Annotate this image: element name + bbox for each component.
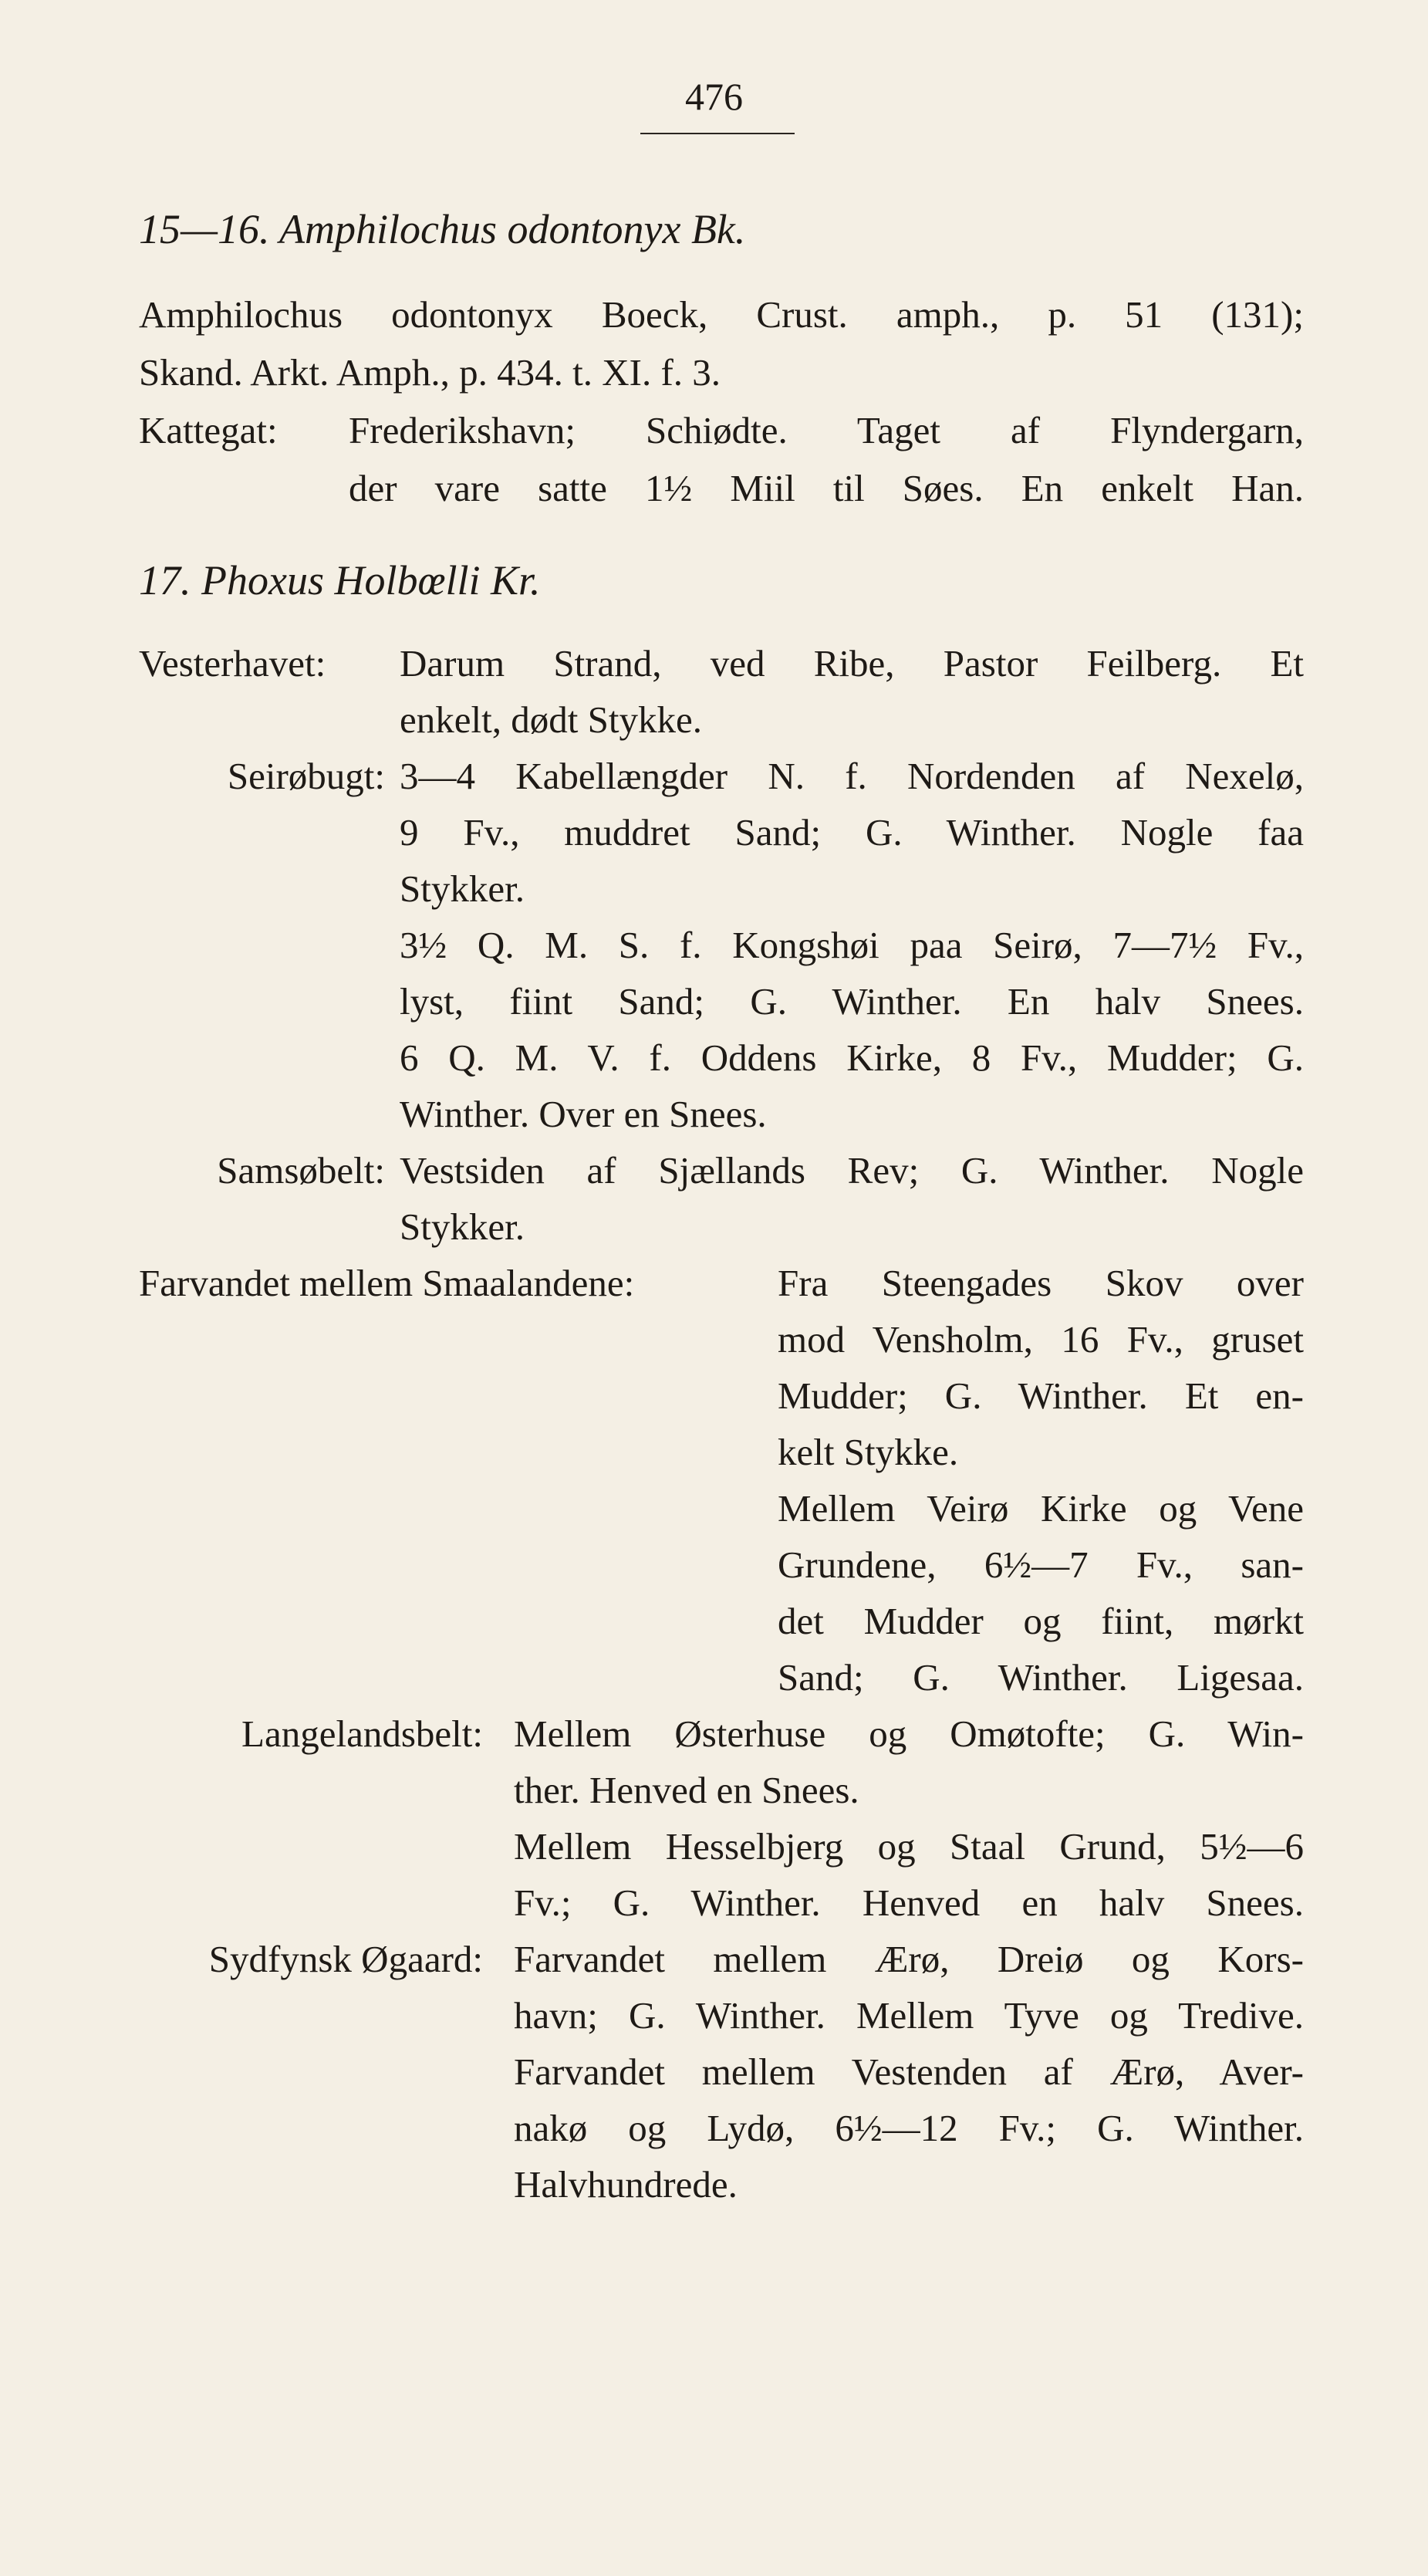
page-number: 476 <box>685 75 743 118</box>
locality-text-line: Mellem Hesselbjerg og Staal Grund, 5½—6 <box>514 1825 1304 1868</box>
locality-text-line: Mudder; G. Winther. Et en- <box>778 1374 1304 1417</box>
locality-label-sydfynsk-ogaard: Sydfynsk Øgaard: <box>208 1938 483 1980</box>
locality-label-smaalandene: Farvandet mellem Smaalandene: <box>139 1262 635 1304</box>
locality-text-line: kelt Stykke. <box>778 1431 959 1473</box>
locality-text-line: Fv.; G. Winther. Henved en halv Snees. <box>514 1881 1304 1924</box>
locality-label-kattegat: Kattegat: <box>139 409 278 451</box>
locality-text-line: Halvhundrede. <box>514 2163 738 2206</box>
locality-text-line: Grundene, 6½—7 Fv., san- <box>778 1543 1304 1586</box>
reference-line: Amphilochus odontonyx Boeck, Crust. amph., p. 51 (131); <box>139 293 1304 336</box>
locality-text-line: 3½ Q. M. S. f. Kongshøi paa Seirø, 7—7½ Fv., <box>400 924 1304 966</box>
locality-text-line: 9 Fv., muddret Sand; G. Winther. Nogle faa <box>400 811 1304 854</box>
locality-text-line: Farvandet mellem Vestenden af Ærø, Aver- <box>514 2050 1304 2093</box>
locality-text-line: ther. Henved en Snees. <box>514 1769 859 1811</box>
locality-text-line: havn; G. Winther. Mellem Tyve og Tredive. <box>514 1994 1304 2037</box>
locality-text-line: Darum Strand, ved Ribe, Pastor Feilberg. Et <box>400 642 1304 685</box>
locality-text-line: Mellem Veirø Kirke og Vene <box>778 1487 1304 1530</box>
locality-label-samsobelt: Samsøbelt: <box>217 1149 385 1192</box>
locality-text-line: Farvandet mellem Ærø, Dreiø og Kors- <box>514 1938 1304 1980</box>
locality-label-vesterhavet: Vesterhavet: <box>139 642 326 685</box>
locality-text-line: Sand; G. Winther. Ligesaa. <box>778 1656 1304 1699</box>
locality-text-line: 3—4 Kabellængder N. f. Nordenden af Nexelø, <box>400 755 1304 797</box>
locality-text-line: mod Vensholm, 16 Fv., gruset <box>778 1318 1304 1361</box>
locality-text-line: Winther. Over en Snees. <box>400 1093 767 1135</box>
locality-text-line: Stykker. <box>400 1205 525 1248</box>
locality-label-seirobugt: Seirøbugt: <box>227 755 385 797</box>
species-heading-amphilochus: 15—16. Amphilochus odontonyx Bk. <box>139 206 746 252</box>
locality-text-line: det Mudder og fiint, mørkt <box>778 1600 1304 1642</box>
species-heading-phoxus: 17. Phoxus Holbœlli Kr. <box>139 557 541 603</box>
locality-text-line: der vare satte 1½ Miil til Søes. En enkelt Han. <box>349 467 1304 509</box>
locality-label-langelandsbelt: Langelandsbelt: <box>241 1712 483 1755</box>
reference-line: Skand. Arkt. Amph., p. 434. t. XI. f. 3. <box>139 351 721 394</box>
locality-text-line: Mellem Østerhuse og Omøtofte; G. Win- <box>514 1712 1304 1755</box>
locality-text-line: Fra Steengades Skov over <box>778 1262 1304 1304</box>
locality-text-line: Stykker. <box>400 867 525 910</box>
locality-text-line: Vestsiden af Sjællands Rev; G. Winther. Nogle <box>400 1149 1304 1192</box>
locality-text-line: Frederikshavn; Schiødte. Taget af Flyndergarn, <box>349 409 1304 451</box>
locality-text-line: lyst, fiint Sand; G. Winther. En halv Snees. <box>400 980 1304 1023</box>
locality-text-line: nakø og Lydø, 6½—12 Fv.; G. Winther. <box>514 2107 1304 2149</box>
locality-text-line: enkelt, dødt Stykke. <box>400 698 702 741</box>
page-number-rule <box>640 133 795 134</box>
locality-text-line: 6 Q. M. V. f. Oddens Kirke, 8 Fv., Mudder; G. <box>400 1036 1304 1079</box>
